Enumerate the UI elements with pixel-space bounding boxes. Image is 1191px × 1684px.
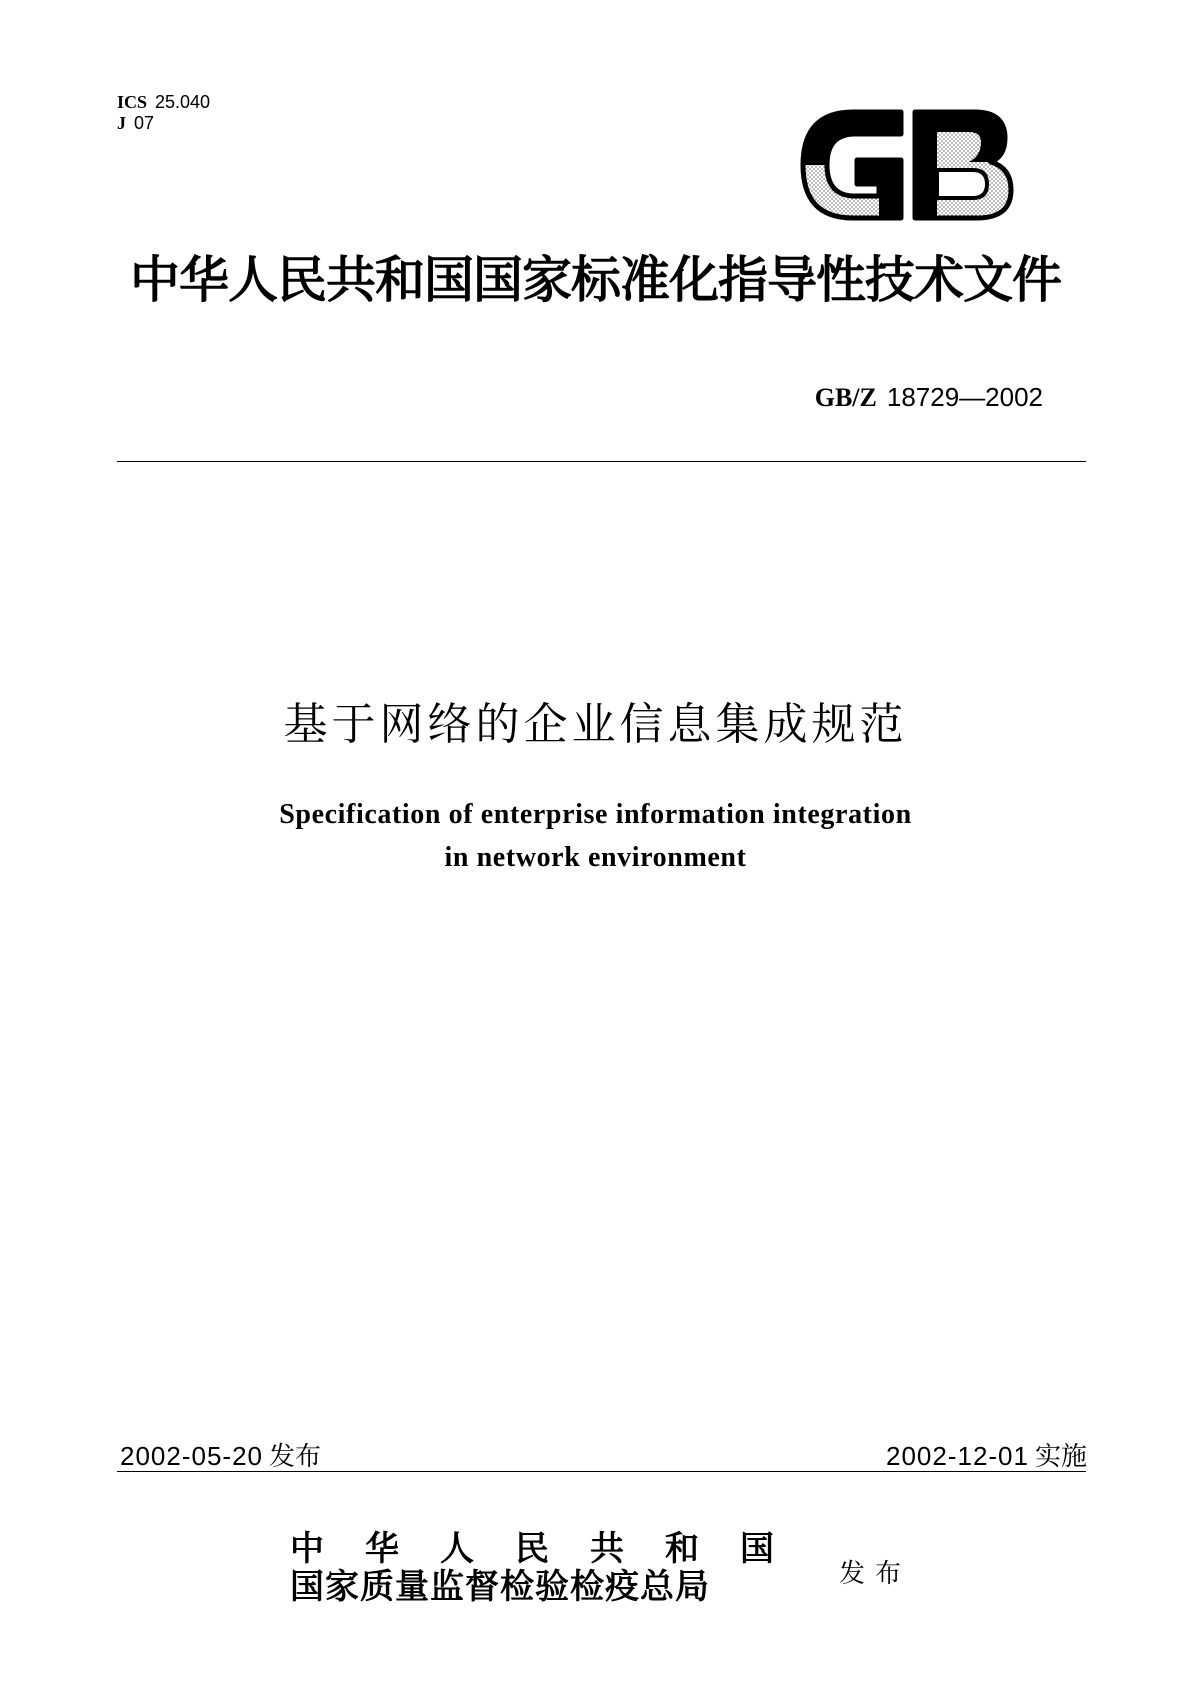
english-title-line-2: in network environment bbox=[444, 842, 747, 873]
ccs-value: 07 bbox=[134, 113, 155, 133]
issue-date-value: 2002-05-20 bbox=[120, 1441, 263, 1471]
effective-date-value: 2002-12-01 bbox=[885, 1441, 1029, 1471]
logo-letter-b bbox=[915, 112, 1011, 218]
ics-value: 25.040 bbox=[155, 92, 211, 112]
ics-label: ICS bbox=[117, 92, 148, 112]
standard-code: 18729—2002 bbox=[886, 382, 1043, 412]
standard-number bbox=[815, 382, 1043, 413]
gb-logo bbox=[797, 104, 1017, 226]
footer-divider bbox=[117, 1471, 1086, 1472]
issuer-action: 发布 bbox=[839, 1559, 912, 1589]
main-heading: 中华人民共和国国家标准化指导性技术文件 bbox=[130, 250, 1061, 309]
ccs-code-row bbox=[117, 113, 210, 134]
classification-codes bbox=[117, 92, 210, 134]
issuer-line-2: 国家质量监督检验检疫总局 bbox=[290, 1567, 710, 1607]
standard-prefix: GB/Z bbox=[814, 383, 877, 412]
issuing-authority bbox=[290, 1529, 815, 1607]
header-divider bbox=[117, 461, 1086, 462]
document-title-english bbox=[0, 793, 1191, 879]
issue-date bbox=[120, 1436, 321, 1473]
ics-code-row bbox=[117, 92, 210, 113]
logo-letter-g bbox=[803, 112, 901, 218]
ccs-label: J bbox=[117, 113, 126, 133]
effective-date-label: 实施 bbox=[1034, 1442, 1087, 1472]
issue-date-label: 发布 bbox=[269, 1442, 322, 1472]
issuer-line-1: 中华人民共和国 bbox=[290, 1529, 815, 1569]
english-title-line-1: Specification of enterprise information integration bbox=[279, 799, 912, 830]
effective-date bbox=[886, 1436, 1087, 1473]
document-title-chinese: 基于网络的企业信息集成规范 bbox=[283, 699, 908, 750]
